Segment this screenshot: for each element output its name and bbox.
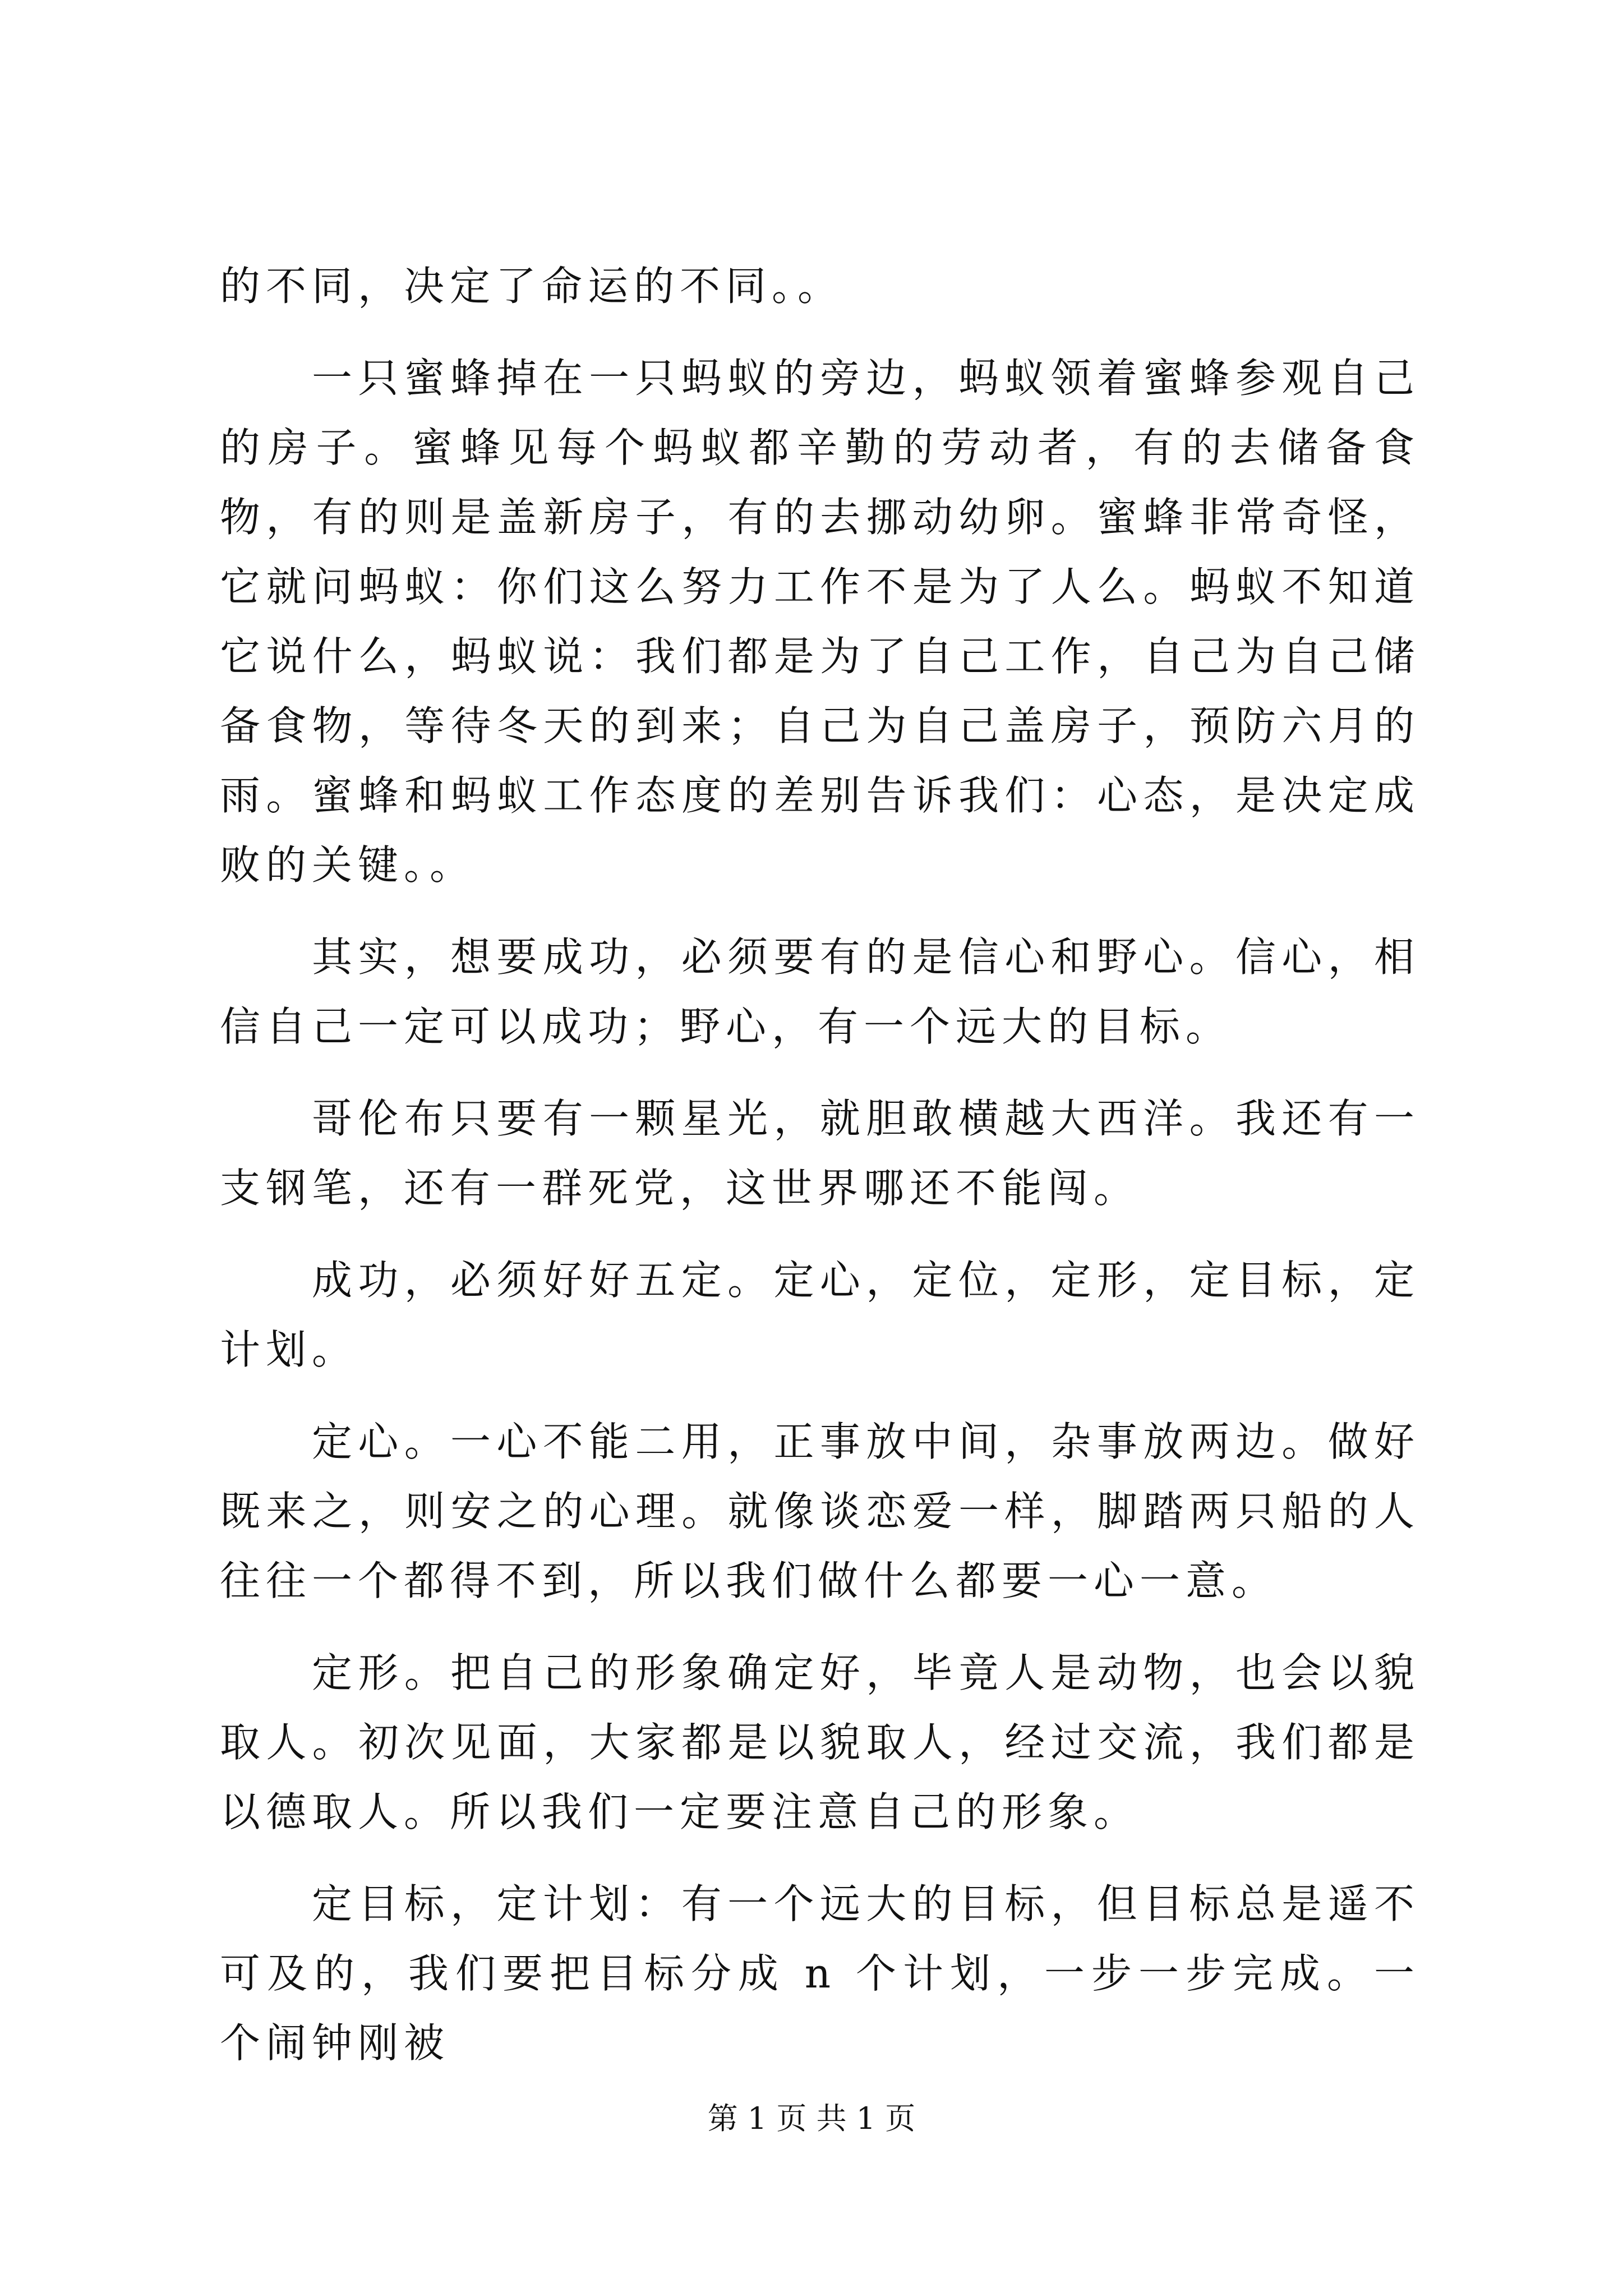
page-footer: 第 1 页 共 1 页 [707,2101,916,2136]
paragraph-columbus: 哥伦布只要有一颗星光，就胆敢横越大西洋。我还有一支钢笔，还有一群死党，这世界哪还不能闯。 [220,1095,1420,1212]
paragraph-set-image: 定形。把自己的形象确定好，毕竟人是动物，也会以貌取人。初次见面，大家都是以貌取人，经过交流，我们都是以德取人。所以我们一定要注意自己的形象。 [220,1649,1420,1835]
paragraph-five-settings: 成功，必须好好五定。定心，定位，定形，定目标，定计划。 [220,1257,1420,1373]
paragraph-bee-and-ant: 一只蜜蜂掉在一只蚂蚁的旁边，蚂蚁领着蜜蜂参观自己的房子。蜜蜂见每个蚂蚁都辛勤的劳动者，有的去储备食物，有的则是盖新房子，有的去挪动幼卵。蜜蜂非常奇怪，它就问蚂蚁：你们这么努力工作不是为了人么。蚂蚁不知道它说什么，蚂蚁说：我们都是为了自己工作，自己为自己储备食物，等待冬天的到来；自己为自己盖房子，预防六月的雨。蜜蜂和蚂蚁工作态度的差别告诉我们：心态，是决定成败的关键。。 [220,355,1420,889]
body-text [220,251,1420,2100]
paragraph-confidence: 其实，想要成功，必须要有的是信心和野心。信心，相信自己一定可以成功；野心，有一个远大的目标。 [220,933,1420,1050]
paragraph-set-goals: 定目标，定计划：有一个远大的目标，但目标总是遥不可及的，我们要把目标分成 n 个计划，一步一步完成。一个闹钟刚被 [220,1880,1420,2067]
paragraph-set-mind: 定心。一心不能二用，正事放中间，杂事放两边。做好既来之，则安之的心理。就像谈恋爱一样，脚踏两只船的人往往一个都得不到，所以我们做什么都要一心一意。 [220,1418,1420,1604]
paragraph-continued: 的不同，决定了命运的不同。。 [220,263,844,310]
